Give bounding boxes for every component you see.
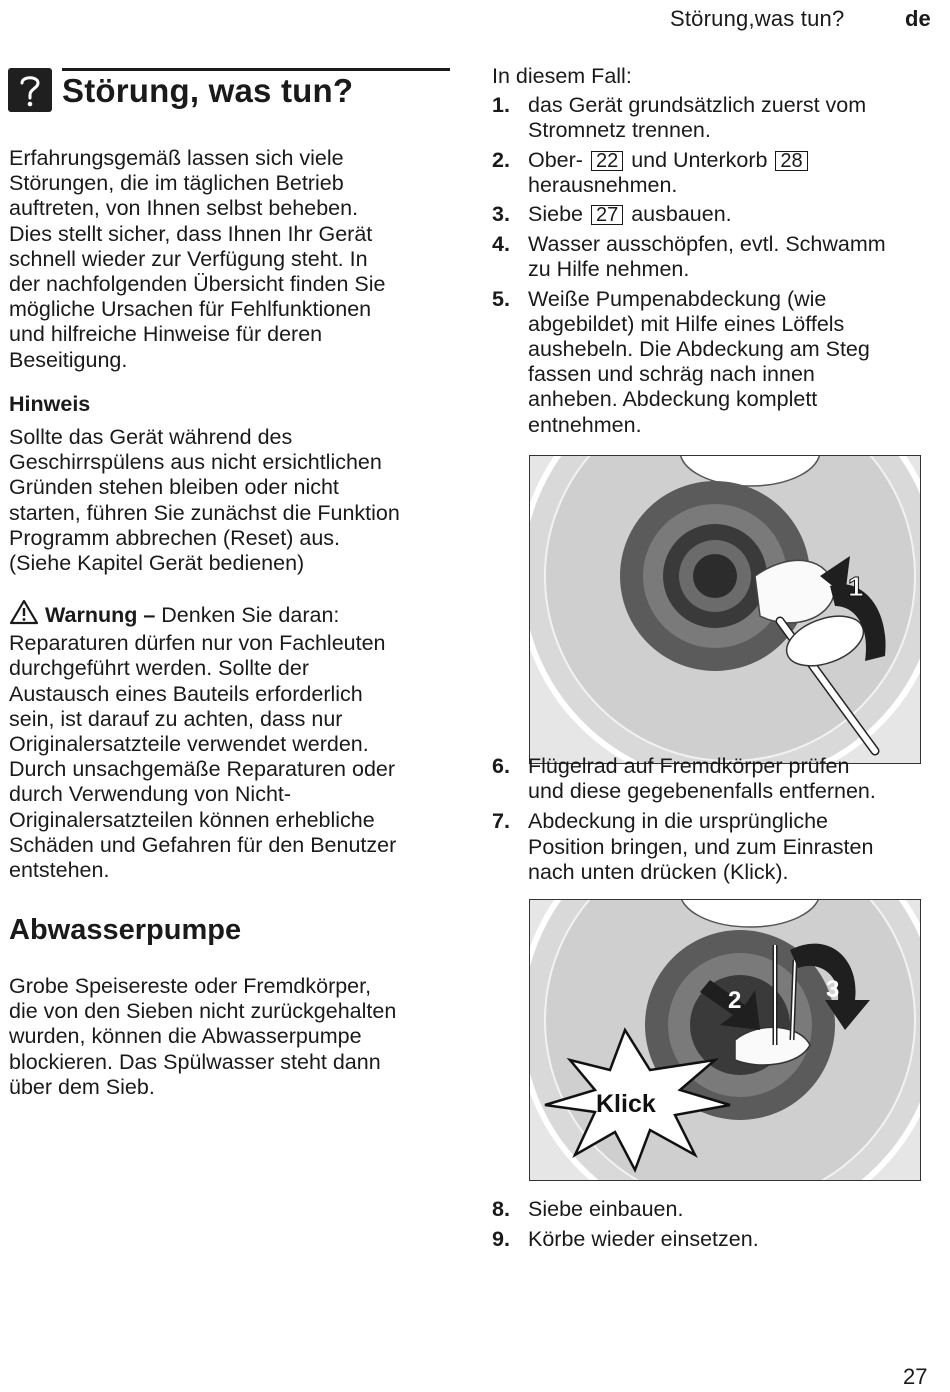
section-line: blockieren. Das Spülwasser steht dann <box>9 1049 381 1074</box>
step-number: 6. <box>492 754 510 778</box>
step-line: abgebildet) mit Hilfe eines Löffels <box>528 311 845 336</box>
warning-first-text: Denken Sie daran: <box>161 603 340 627</box>
language-code: de <box>905 6 931 31</box>
note-line: Geschirrspülens aus nicht ersichtlichen <box>9 450 382 475</box>
warning-paragraph <box>9 599 449 883</box>
intro-paragraph <box>9 146 449 373</box>
note-line: Programm abbrechen (Reset) aus. <box>9 525 341 550</box>
note-line: Gründen stehen bleiben oder nicht <box>9 475 339 500</box>
step-line: Abdeckung in die ursprüngliche <box>528 809 829 834</box>
warning-line: Originalersatzteilen können erhebliche <box>9 807 375 832</box>
intro-line: Erfahrungsgemäß lassen sich viele <box>9 146 344 170</box>
figure2-step-label-b: 3 <box>826 976 840 1003</box>
step-text: Ober- <box>528 147 583 172</box>
step-line: zu Hilfe nehmen. <box>528 257 690 282</box>
step-line: und diese gegebenenfalls entfernen. <box>528 779 876 804</box>
note-heading: Hinweis <box>9 392 91 416</box>
list-item <box>492 1227 932 1252</box>
intro-line: Dies stellt sicher, dass Ihnen Ihr Gerät <box>9 221 373 246</box>
warning-line: entstehen. <box>9 858 110 883</box>
section-line: wurden, können die Abwasserpumpe <box>9 1024 362 1049</box>
warning-label: Warnung – <box>45 603 156 627</box>
step-line: aushebeln. Die Abdeckung am Steg <box>528 337 870 362</box>
step-line: Stromnetz trennen. <box>528 118 711 143</box>
step-text: ausbauen. <box>631 202 732 227</box>
step-number: 7. <box>492 809 510 834</box>
list-item <box>492 287 932 438</box>
step-number: 8. <box>492 1197 510 1221</box>
reference-number: 28 <box>775 151 807 171</box>
list-item <box>492 1197 932 1222</box>
title-rule <box>62 68 450 71</box>
section-paragraph <box>9 974 449 1100</box>
note-line: starten, führen Sie zunächst die Funktion <box>9 500 400 525</box>
step-number: 4. <box>492 232 510 257</box>
figure-pump-cover-install <box>529 899 921 1181</box>
warning-line: durchgeführt werden. Sollte der <box>9 656 309 681</box>
intro-line: Beseitigung. <box>9 347 128 372</box>
list-item <box>492 148 932 198</box>
step-line: herausnehmen. <box>528 172 678 197</box>
running-header-title: Störung,was tun? <box>670 6 845 31</box>
reference-number: 27 <box>591 205 623 225</box>
step-line: entnehmen. <box>528 412 642 437</box>
step-number: 1. <box>492 93 510 118</box>
warning-line: Reparaturen dürfen nur von Fachleuten <box>9 631 386 656</box>
intro-line: auftreten, von Ihnen selbst beheben. <box>9 196 359 221</box>
page-number: 27 <box>903 1364 928 1389</box>
step-line: fassen und schräg nach innen <box>528 362 815 387</box>
reference-number: 22 <box>591 151 623 171</box>
warning-line: Austausch eines Bauteils erforderlich <box>9 681 363 706</box>
steps-list-c <box>492 1197 932 1252</box>
step-line: Weiße Pumpenabdeckung (wie <box>528 286 827 311</box>
warning-first-line <box>9 599 449 631</box>
steps-list-a <box>492 64 932 438</box>
warning-line: Originalersatzteile verwendet werden. <box>9 732 369 757</box>
section-line: über dem Sieb. <box>9 1074 155 1099</box>
klick-label: Klick <box>596 1090 656 1118</box>
intro-line: Störungen, die im täglichen Betrieb <box>9 171 344 196</box>
step-text: Siebe <box>528 202 583 227</box>
step-number: 5. <box>492 286 510 311</box>
warning-icon <box>9 599 39 631</box>
section-line: die von den Sieben nicht zurückgehalten <box>9 999 397 1024</box>
step-line: das Gerät grundsätzlich zuerst vom <box>528 93 867 118</box>
step-number: 2. <box>492 147 510 172</box>
section-line: Grobe Speisereste oder Fremdkörper, <box>9 974 372 998</box>
question-mark-icon <box>8 68 52 112</box>
intro-line: der nachfolgenden Übersicht finden Sie <box>9 272 386 297</box>
page-title: Störung, was tun? <box>62 72 354 109</box>
warning-line: sein, ist darauf zu achten, dass nur <box>9 706 343 731</box>
figure1-step-label: 1 <box>848 571 864 602</box>
step-line: Position bringen, und zum Einrasten <box>528 834 874 859</box>
warning-line: Schäden und Gefahren für den Benutzer <box>9 832 397 857</box>
step-number: 9. <box>492 1227 510 1252</box>
step-line: anheben. Abdeckung komplett <box>528 387 818 412</box>
step-number: 3. <box>492 202 510 227</box>
step-line: Wasser ausschöpfen, evtl. Schwamm <box>528 232 886 257</box>
figure2-step-label-a: 2 <box>728 987 742 1014</box>
step-line: nach unten drücken (Klick). <box>528 859 789 884</box>
section-heading: Abwasserpumpe <box>9 914 242 946</box>
steps-list-b <box>492 754 932 885</box>
step-line: Körbe wieder einsetzen. <box>528 1227 759 1252</box>
list-item <box>492 809 932 885</box>
step-line <box>528 148 932 173</box>
steps-intro: In diesem Fall: <box>492 64 632 88</box>
list-item <box>492 202 932 227</box>
intro-line: schnell wieder zur Verfügung steht. In <box>9 246 368 271</box>
step-line: Siebe einbauen. <box>528 1197 684 1221</box>
note-line: Sollte das Gerät während des <box>9 425 293 449</box>
list-item <box>492 93 932 143</box>
list-item <box>492 754 932 804</box>
note-paragraph <box>9 425 449 576</box>
intro-line: und hilfreiche Hinweise für deren <box>9 322 323 347</box>
list-item <box>492 232 932 282</box>
warning-line: durch Verwendung von Nicht- <box>9 782 292 807</box>
warning-line: Durch unsachgemäße Reparaturen oder <box>9 757 396 782</box>
note-line: (Siehe Kapitel Gerät bedienen) <box>9 551 305 576</box>
figure-pump-cover-removal <box>529 455 921 764</box>
intro-line: mögliche Ursachen für Fehlfunktionen <box>9 297 372 322</box>
step-text: und Unterkorb <box>631 147 768 172</box>
step-line: Flügelrad auf Fremdkörper prüfen <box>528 754 850 778</box>
